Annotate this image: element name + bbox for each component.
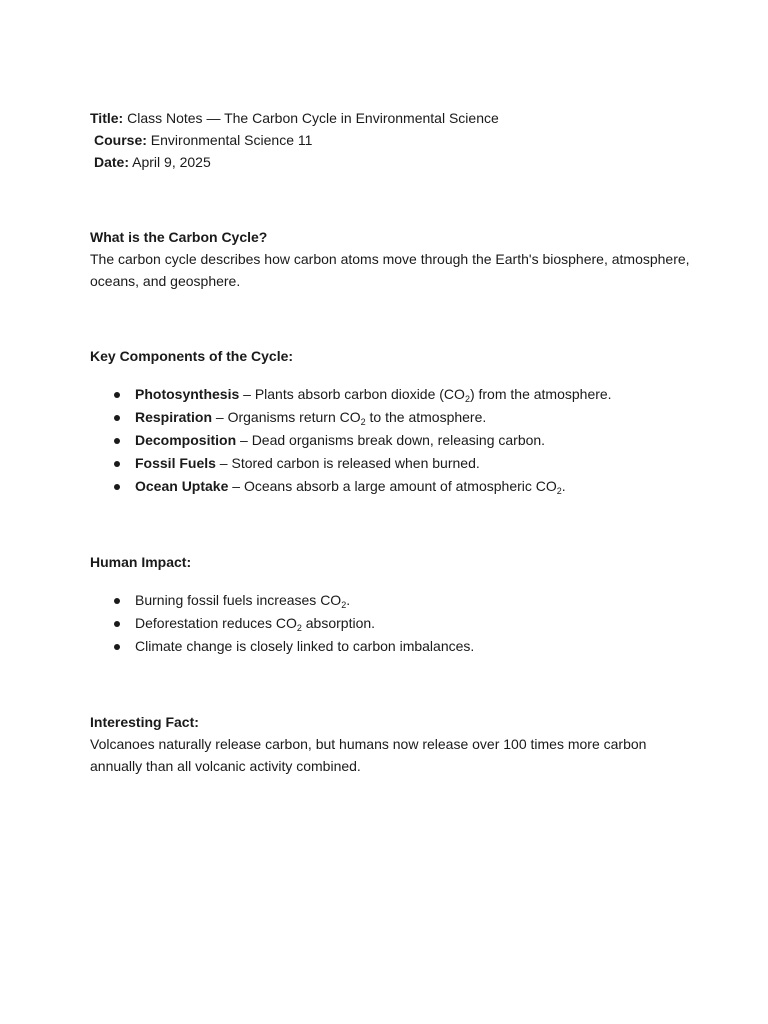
item-subscript: 2 (296, 623, 302, 633)
components-list (90, 383, 612, 498)
bullet-icon (114, 644, 120, 650)
item-subscript: 2 (556, 486, 562, 496)
item-term: Fossil Fuels (135, 455, 216, 471)
item-text: Deforestation reduces CO (135, 615, 297, 631)
item-text-end: to the atmosphere. (365, 409, 487, 425)
item-text: – Dead organisms break down, releasing carbon. (236, 432, 546, 448)
course-value: Environmental Science 11 (146, 132, 313, 148)
bullet-icon (114, 392, 120, 398)
item-term: Photosynthesis (135, 386, 240, 402)
bullet-icon (114, 484, 120, 490)
section-heading-fact: Interesting Fact: (90, 714, 199, 730)
course-line (94, 129, 312, 151)
list-item (90, 475, 612, 498)
item-text-end: . (561, 478, 566, 494)
section-heading-what: What is the Carbon Cycle? (90, 229, 268, 245)
list-item (90, 635, 474, 658)
item-text: Climate change is closely linked to carbon imbalances. (135, 638, 475, 654)
item-text: – Stored carbon is released when burned. (215, 455, 480, 471)
list-item (90, 589, 474, 612)
item-text-end: ) from the atmosphere. (469, 386, 612, 402)
bullet-icon (114, 461, 120, 467)
list-item (90, 406, 612, 429)
item-term: Respiration (135, 409, 213, 425)
list-item (90, 612, 474, 635)
title-label: Title: (90, 110, 124, 126)
item-text-end: absorption. (301, 615, 376, 631)
bullet-icon (114, 598, 120, 604)
item-text: – Organisms return CO (212, 409, 361, 425)
item-text: – Plants absorb carbon dioxide (CO (239, 386, 465, 402)
item-subscript: 2 (464, 394, 470, 404)
date-value: April 9, 2025 (129, 154, 211, 170)
item-term: Ocean Uptake (135, 478, 229, 494)
item-subscript: 2 (341, 600, 347, 610)
item-term: Decomposition (135, 432, 237, 448)
bullet-icon (114, 438, 120, 444)
section-body-what: The carbon cycle describes how carbon atoms move through the Earth's biosphere, atmosphere, oceans, and geosphere. (90, 251, 690, 289)
bullet-icon (114, 415, 120, 421)
date-label: Date: (94, 154, 130, 170)
title-value: Class Notes — The Carbon Cycle in Environmental Science (123, 110, 499, 126)
item-subscript: 2 (360, 417, 366, 427)
section-heading-impact: Human Impact: (90, 554, 192, 570)
list-item (90, 383, 612, 406)
section-heading-components: Key Components of the Cycle: (90, 348, 294, 364)
item-text: Burning fossil fuels increases CO (135, 592, 342, 608)
list-item (90, 452, 612, 475)
item-text-end: . (346, 592, 351, 608)
section-body-fact: Volcanoes naturally release carbon, but humans now release over 100 times more carbon annually than all volcanic activity combined. (90, 736, 647, 774)
item-text: – Oceans absorb a large amount of atmospheric CO (228, 478, 557, 494)
title-line (90, 107, 499, 129)
course-label: Course: (94, 132, 147, 148)
bullet-icon (114, 621, 120, 627)
date-line (94, 151, 211, 173)
impact-list (90, 589, 474, 658)
list-item (90, 429, 612, 452)
